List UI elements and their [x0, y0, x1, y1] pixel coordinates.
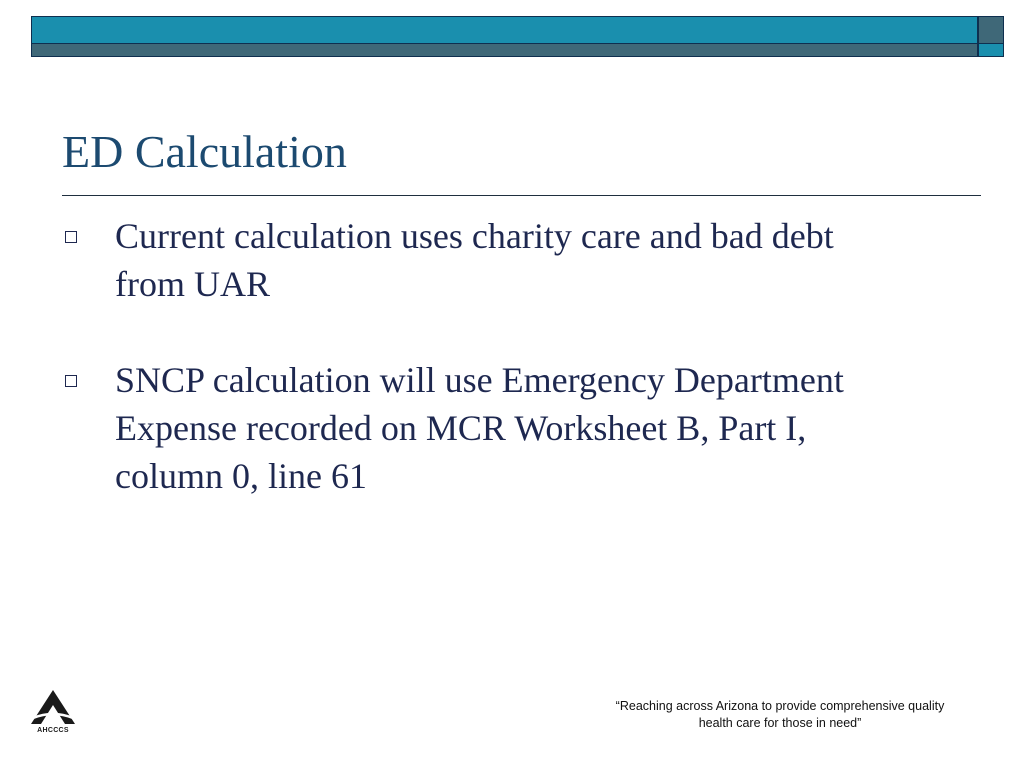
bullet-line: column 0, line 61	[115, 456, 367, 496]
bullet-item	[62, 356, 942, 500]
top-banner-corner-squares	[978, 16, 1004, 57]
footer-tagline-line: “Reaching across Arizona to provide comprehensive quality	[615, 699, 945, 713]
title-underline	[62, 195, 981, 196]
footer-tagline	[570, 698, 990, 732]
logo-text: AHCCCS	[37, 727, 69, 734]
ahcccs-logo-mark	[27, 688, 79, 728]
ahcccs-logo-icon	[27, 688, 79, 738]
bullet-line: Expense recorded on MCR Worksheet B, Part I,	[115, 408, 807, 448]
hollow-square-bullet-icon	[65, 375, 77, 387]
bullet-list	[62, 212, 942, 548]
bullet-line: Current calculation uses charity care and bad debt	[115, 216, 834, 256]
bullet-line: SNCP calculation will use Emergency Department	[115, 360, 844, 400]
bullet-line: from UAR	[115, 264, 270, 304]
hollow-square-bullet-icon	[65, 231, 77, 243]
bullet-item	[62, 212, 942, 308]
slide-title: ED Calculation	[62, 126, 347, 177]
top-banner	[31, 16, 978, 57]
top-banner-corner-square-upper	[979, 17, 1003, 44]
footer-tagline-line: health care for those in need”	[698, 716, 862, 730]
top-banner-light-band	[32, 17, 977, 44]
